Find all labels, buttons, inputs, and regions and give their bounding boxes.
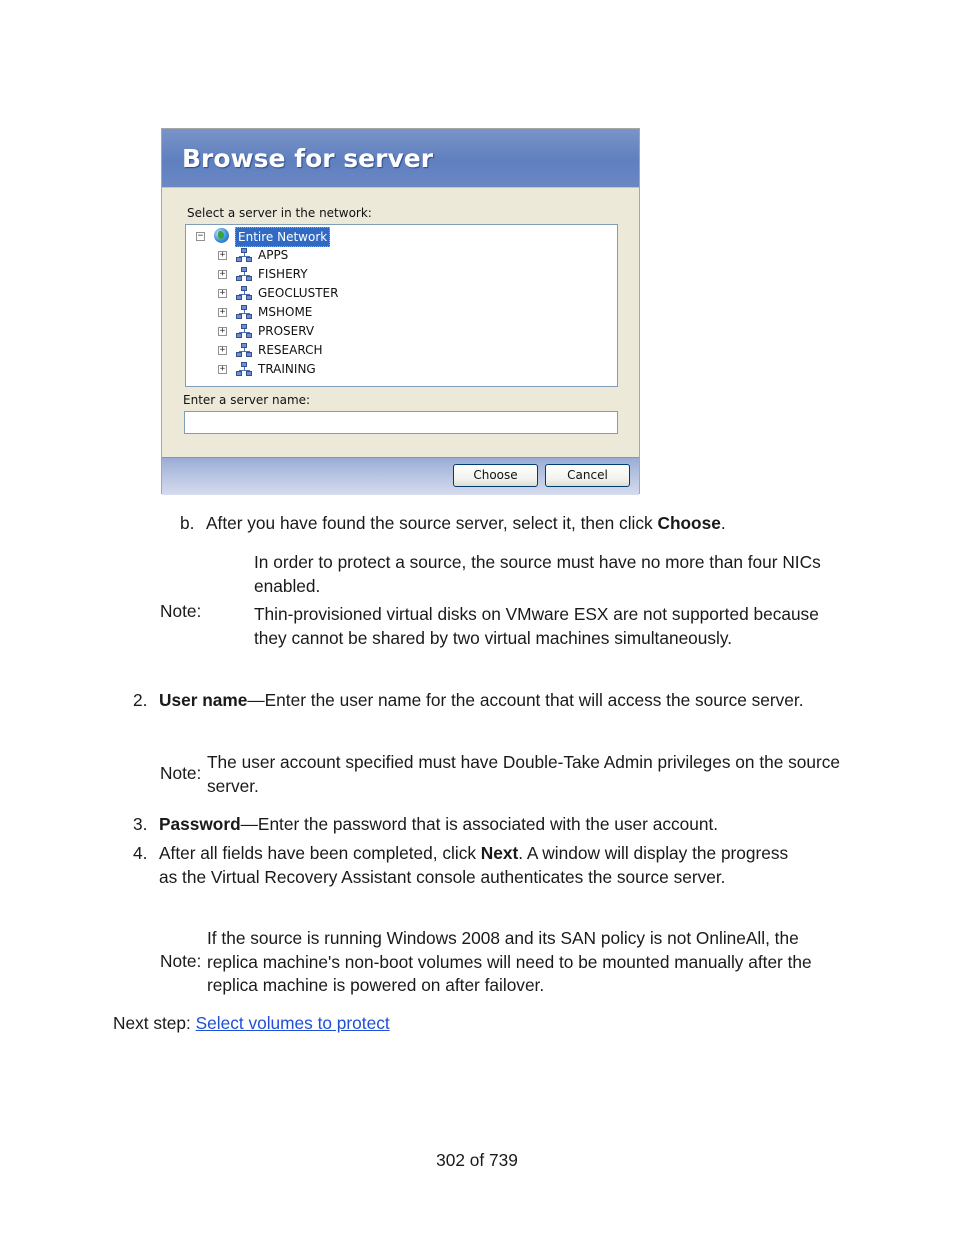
tree-root-label[interactable]: Entire Network xyxy=(235,227,330,247)
expand-icon[interactable]: + xyxy=(219,307,226,317)
step-4-marker: 4. xyxy=(133,843,148,863)
tree-item-label[interactable]: MSHOME xyxy=(258,305,313,319)
note-3-label: Note: xyxy=(160,951,202,971)
dialog-footer xyxy=(162,457,639,495)
dialog-header xyxy=(162,129,639,188)
note-2-label: Note: xyxy=(160,763,202,783)
tree-item-label[interactable]: RESEARCH xyxy=(258,343,323,357)
network-group-icon xyxy=(236,362,253,377)
next-step: Next step: Select volumes to protect xyxy=(113,1013,390,1033)
expand-icon[interactable]: + xyxy=(219,269,226,279)
note-1-para-1: In order to protect a source, the source must have no more than four NICs enabled. xyxy=(254,552,821,596)
note-3-text: If the source is running Windows 2008 and its SAN policy is not OnlineAll, the replica machine's non-boot volumes will need to be mounted manually after the replica machine is powered on after failover. xyxy=(207,928,812,995)
tree-item-label[interactable]: FISHERY xyxy=(258,267,308,281)
globe-icon xyxy=(214,228,229,243)
step-2-text: User name—Enter the user name for the account that will access the source server. xyxy=(159,690,804,710)
expand-icon[interactable]: + xyxy=(219,326,226,336)
network-group-icon xyxy=(236,267,253,282)
choose-button[interactable]: Choose xyxy=(453,464,538,487)
server-name-label: Enter a server name: xyxy=(183,393,311,407)
collapse-icon[interactable]: − xyxy=(197,231,204,241)
network-group-icon xyxy=(236,343,253,358)
expand-icon[interactable]: + xyxy=(219,345,226,355)
tree-item-label[interactable]: TRAINING xyxy=(258,362,316,376)
network-group-icon xyxy=(236,248,253,263)
tree-item-label[interactable]: APPS xyxy=(258,248,289,262)
select-volumes-link[interactable]: Select volumes to protect xyxy=(195,1013,390,1033)
step-b-marker: b. xyxy=(180,513,195,533)
step-3-text: Password—Enter the password that is associated with the user account. xyxy=(159,814,719,834)
note-1-para-2: Thin-provisioned virtual disks on VMware ESX are not supported because they cannot be shared by two virtual machines simultaneously. xyxy=(254,604,819,648)
step-4-text: After all fields have been completed, click Next. A window will display the progress as the Virtual Recovery Assistant console authenticates the source server. xyxy=(159,843,789,887)
step-3-marker: 3. xyxy=(133,814,148,834)
network-group-icon xyxy=(236,286,253,301)
tree-item-label[interactable]: GEOCLUSTER xyxy=(258,286,339,300)
expand-icon[interactable]: + xyxy=(219,288,226,298)
server-name-input[interactable] xyxy=(184,411,618,434)
network-group-icon xyxy=(236,305,253,320)
note-1-label: Note: xyxy=(160,601,202,621)
expand-icon[interactable]: + xyxy=(219,250,226,260)
dialog-title: Browse for server xyxy=(182,144,434,173)
step-2-marker: 2. xyxy=(133,690,148,710)
network-group-icon xyxy=(236,324,253,339)
step-b-text: After you have found the source server, select it, then click Choose. xyxy=(206,513,726,533)
expand-icon[interactable]: + xyxy=(219,364,226,374)
choose-bold: Choose xyxy=(657,513,721,533)
page-number: 302 of 739 xyxy=(436,1150,518,1170)
browse-for-server-dialog xyxy=(161,128,640,494)
tree-item-label[interactable]: PROSERV xyxy=(258,324,315,338)
network-tree[interactable] xyxy=(185,224,618,387)
note-2-text: The user account specified must have Double-Take Admin privileges on the source server. xyxy=(207,752,841,796)
cancel-button[interactable]: Cancel xyxy=(545,464,630,487)
tree-label: Select a server in the network: xyxy=(187,206,372,220)
